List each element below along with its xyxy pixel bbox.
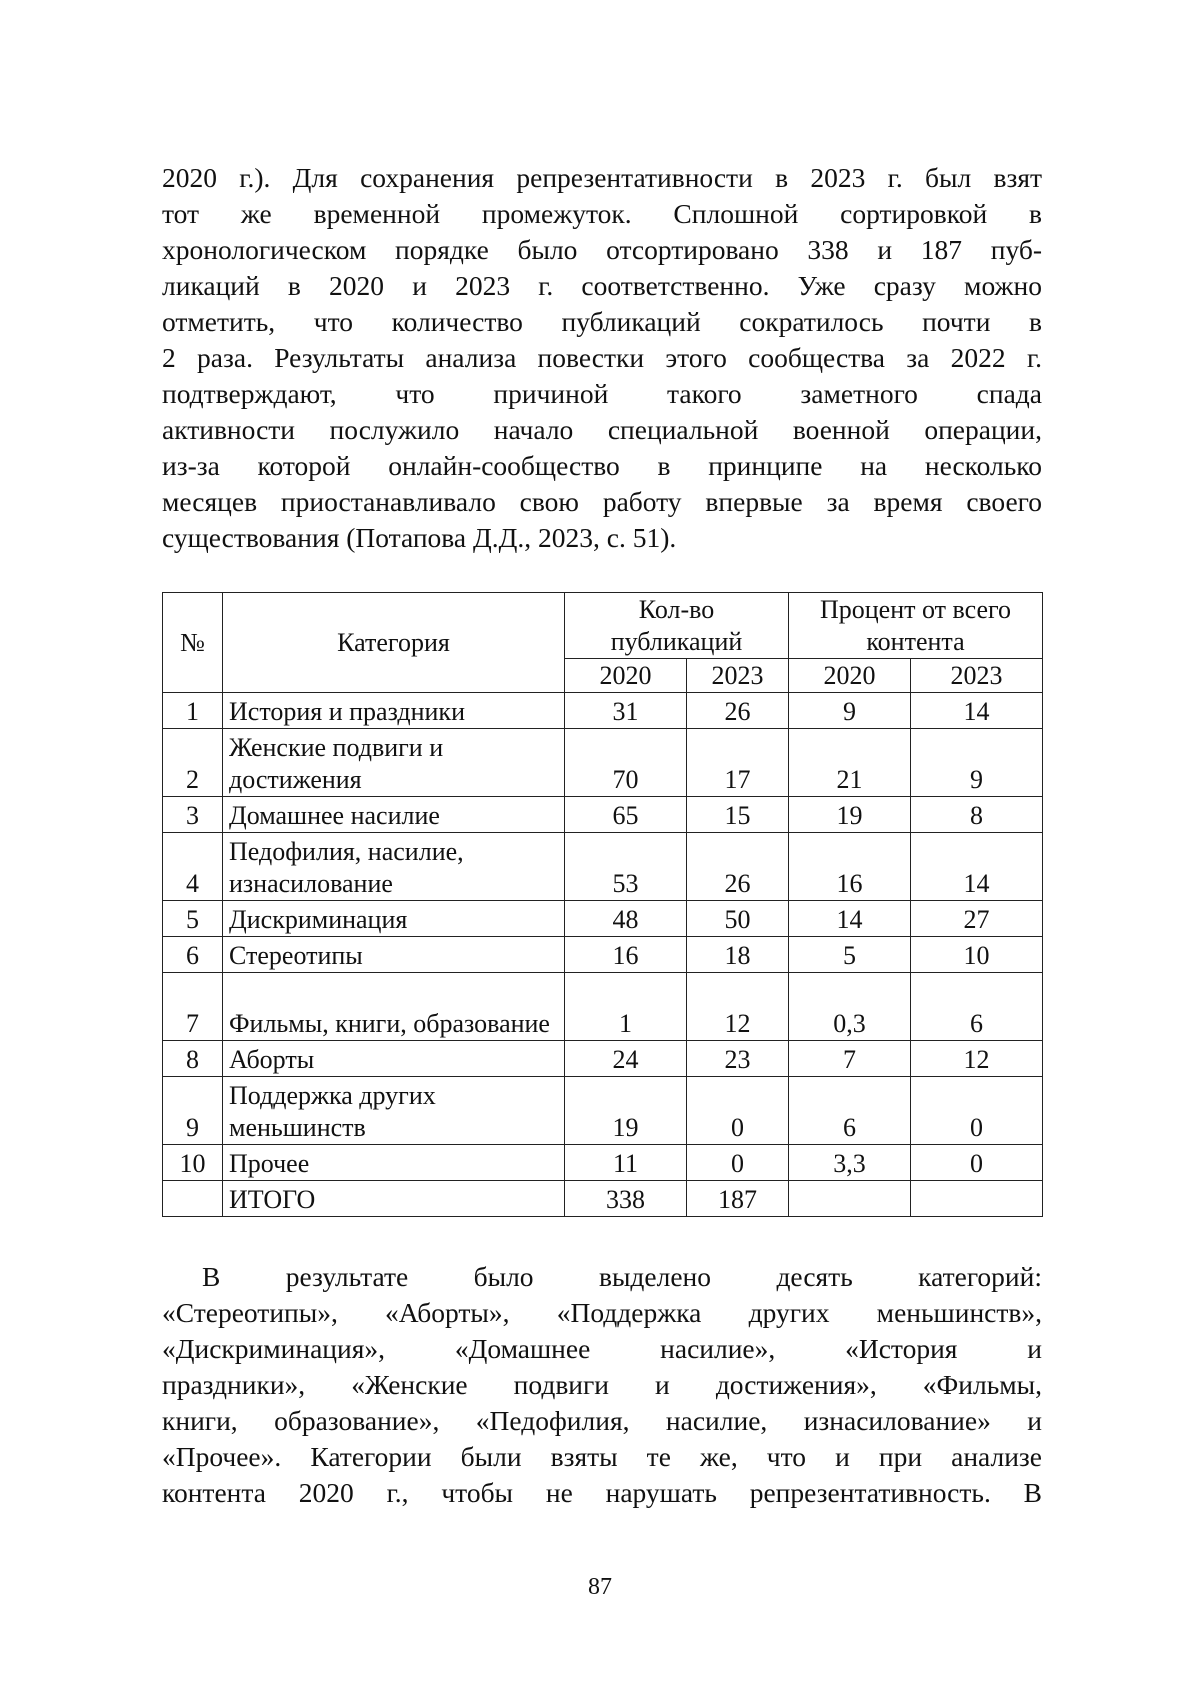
header-count-2023: 2023 xyxy=(687,659,789,693)
row-number: 8 xyxy=(163,1041,223,1077)
paragraph-line: контента 2020 г., чтобы не нарушать репрезентативность. В xyxy=(162,1475,1042,1511)
header-count: Кол-во публикаций xyxy=(565,593,789,659)
row-number: 4 xyxy=(163,833,223,901)
row-count-2023: 0 xyxy=(687,1145,789,1181)
paragraph-line: В результате было выделено десять категорий: xyxy=(162,1259,1042,1295)
paragraph-line: ликаций в 2020 и 2023 г. соответственно. Уже сразу можно xyxy=(162,268,1042,304)
paragraph-line: месяцев приостанавливало свою работу впервые за время своего xyxy=(162,484,1042,520)
paragraph-line: активности послужило начало специальной военной операции, xyxy=(162,412,1042,448)
paragraph-line: из-за которой онлайн-сообщество в принципе на несколько xyxy=(162,448,1042,484)
row-category: Педофилия, насилие, изнасилование xyxy=(223,833,565,901)
row-percent-2023: 0 xyxy=(911,1145,1043,1181)
bottom-paragraph xyxy=(162,1259,1042,1511)
row-number: 1 xyxy=(163,693,223,729)
row-category: Домашнее насилие xyxy=(223,797,565,833)
row-category: История и праздники xyxy=(223,693,565,729)
category-table xyxy=(162,592,1043,1217)
row-count-2023: 17 xyxy=(687,729,789,797)
row-number: 10 xyxy=(163,1145,223,1181)
total-count-2020: 338 xyxy=(565,1181,687,1217)
row-count-2020: 53 xyxy=(565,833,687,901)
row-count-2023: 26 xyxy=(687,833,789,901)
header-percent-2020: 2020 xyxy=(789,659,911,693)
total-percent-2020 xyxy=(789,1181,911,1217)
row-number: 2 xyxy=(163,729,223,797)
row-category: Поддержка других меньшинств xyxy=(223,1077,565,1145)
row-number: 6 xyxy=(163,937,223,973)
row-percent-2020: 5 xyxy=(789,937,911,973)
row-category: Стереотипы xyxy=(223,937,565,973)
row-number: 5 xyxy=(163,901,223,937)
row-count-2023: 12 xyxy=(687,973,789,1041)
row-count-2020: 19 xyxy=(565,1077,687,1145)
row-percent-2020: 14 xyxy=(789,901,911,937)
row-percent-2020: 9 xyxy=(789,693,911,729)
table-row xyxy=(163,693,1043,729)
paragraph-line: праздники», «Женские подвиги и достижения», «Фильмы, xyxy=(162,1367,1042,1403)
paragraph-line: подтверждают, что причиной такого заметного спада xyxy=(162,376,1042,412)
row-percent-2023: 12 xyxy=(911,1041,1043,1077)
table-row xyxy=(163,937,1043,973)
header-percent-2023: 2023 xyxy=(911,659,1043,693)
row-percent-2020: 7 xyxy=(789,1041,911,1077)
total-number xyxy=(163,1181,223,1217)
table-row xyxy=(163,1077,1043,1145)
table-row xyxy=(163,1145,1043,1181)
row-category: Аборты xyxy=(223,1041,565,1077)
total-count-2023: 187 xyxy=(687,1181,789,1217)
row-category: Прочее xyxy=(223,1145,565,1181)
row-count-2023: 0 xyxy=(687,1077,789,1145)
row-percent-2020: 16 xyxy=(789,833,911,901)
row-count-2023: 26 xyxy=(687,693,789,729)
row-count-2020: 65 xyxy=(565,797,687,833)
row-number: 3 xyxy=(163,797,223,833)
row-count-2020: 48 xyxy=(565,901,687,937)
paragraph-line: хронологическом порядке было отсортировано 338 и 187 пуб- xyxy=(162,232,1042,268)
row-percent-2020: 21 xyxy=(789,729,911,797)
row-category: Дискриминация xyxy=(223,901,565,937)
row-percent-2023: 10 xyxy=(911,937,1043,973)
page-number: 87 xyxy=(0,1574,1200,1601)
paragraph-line: 2 раза. Результаты анализа повестки этого сообщества за 2022 г. xyxy=(162,340,1042,376)
table-row xyxy=(163,797,1043,833)
paragraph-line: книги, образование», «Педофилия, насилие, изнасилование» и xyxy=(162,1403,1042,1439)
row-count-2020: 70 xyxy=(565,729,687,797)
paragraph-line: «Стереотипы», «Аборты», «Поддержка других меньшинств», xyxy=(162,1295,1042,1331)
row-percent-2023: 14 xyxy=(911,693,1043,729)
row-percent-2020: 3,3 xyxy=(789,1145,911,1181)
total-percent-2023 xyxy=(911,1181,1043,1217)
top-paragraph-block xyxy=(162,160,1042,556)
row-count-2020: 24 xyxy=(565,1041,687,1077)
header-category: Категория xyxy=(223,593,565,693)
paragraph-line: существования (Потапова Д.Д., 2023, с. 51). xyxy=(162,520,1042,556)
row-number: 9 xyxy=(163,1077,223,1145)
paragraph-line: «Прочее». Категории были взяты те же, что и при анализе xyxy=(162,1439,1042,1475)
row-count-2023: 18 xyxy=(687,937,789,973)
header-percent: Процент от всего контента xyxy=(789,593,1043,659)
row-percent-2023: 9 xyxy=(911,729,1043,797)
row-count-2023: 50 xyxy=(687,901,789,937)
bottom-paragraph-block xyxy=(162,1259,1042,1511)
row-count-2020: 1 xyxy=(565,973,687,1041)
row-percent-2023: 0 xyxy=(911,1077,1043,1145)
row-percent-2023: 27 xyxy=(911,901,1043,937)
paragraph-line: «Дискриминация», «Домашнее насилие», «История и xyxy=(162,1331,1042,1367)
row-percent-2023: 6 xyxy=(911,973,1043,1041)
row-percent-2020: 6 xyxy=(789,1077,911,1145)
total-row xyxy=(163,1181,1043,1217)
row-count-2020: 31 xyxy=(565,693,687,729)
row-percent-2020: 19 xyxy=(789,797,911,833)
total-label: ИТОГО xyxy=(223,1181,565,1217)
row-percent-2023: 14 xyxy=(911,833,1043,901)
row-count-2023: 23 xyxy=(687,1041,789,1077)
row-count-2020: 16 xyxy=(565,937,687,973)
row-number: 7 xyxy=(163,973,223,1041)
row-category: Женские подвиги и достижения xyxy=(223,729,565,797)
table-row xyxy=(163,973,1043,1041)
header-number: № xyxy=(163,593,223,693)
row-category: Фильмы, книги, образование xyxy=(223,973,565,1041)
row-count-2023: 15 xyxy=(687,797,789,833)
row-percent-2020: 0,3 xyxy=(789,973,911,1041)
row-percent-2023: 8 xyxy=(911,797,1043,833)
top-paragraph xyxy=(162,160,1042,556)
table-row xyxy=(163,729,1043,797)
table-row xyxy=(163,833,1043,901)
header-count-2020: 2020 xyxy=(565,659,687,693)
table-row xyxy=(163,1041,1043,1077)
paragraph-line: тот же временной промежуток. Сплошной сортировкой в xyxy=(162,196,1042,232)
table-row xyxy=(163,901,1043,937)
paragraph-line: 2020 г.). Для сохранения репрезентативности в 2023 г. был взят xyxy=(162,160,1042,196)
row-count-2020: 11 xyxy=(565,1145,687,1181)
paragraph-line: отметить, что количество публикаций сократилось почти в xyxy=(162,304,1042,340)
